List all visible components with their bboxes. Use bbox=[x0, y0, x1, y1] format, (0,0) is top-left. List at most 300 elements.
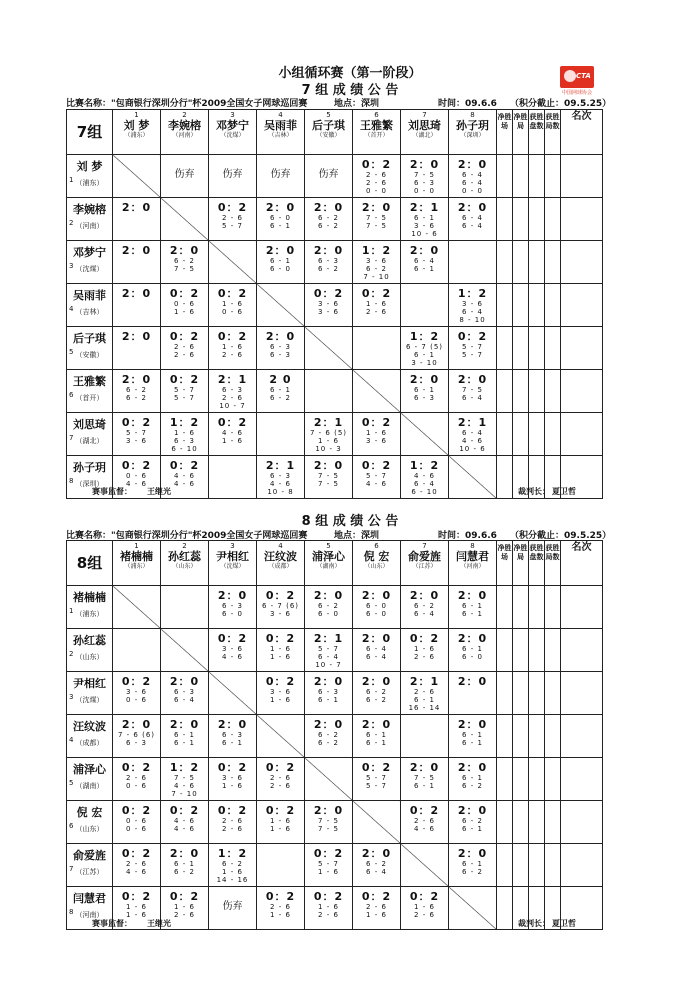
match-score: 2：0 bbox=[409, 373, 440, 386]
set-score: 2 - 6 bbox=[270, 774, 291, 782]
rank-cell bbox=[561, 629, 603, 672]
walkover-label: 伤弃 bbox=[222, 901, 243, 912]
walkover-label: 伤弃 bbox=[174, 169, 195, 180]
set-score: 3 - 6 bbox=[462, 300, 483, 308]
set-score: 6 - 1 bbox=[462, 860, 483, 868]
row-player-province: （浦东） bbox=[75, 610, 104, 618]
group8-place: 地点：深圳 bbox=[334, 531, 380, 541]
stat-cell bbox=[545, 672, 561, 715]
set-score: 5 - 7 bbox=[222, 222, 243, 230]
set-score: 10 - 8 bbox=[267, 488, 294, 496]
row-header-player bbox=[67, 327, 113, 370]
group8-referee-label: 裁判长： bbox=[518, 919, 550, 928]
stat-cell bbox=[529, 672, 545, 715]
match-score: 2：0 bbox=[361, 632, 392, 645]
stat-cell bbox=[497, 672, 513, 715]
score-cell bbox=[449, 844, 497, 887]
match-score: 2：0 bbox=[313, 675, 344, 688]
column-header-player bbox=[257, 110, 305, 155]
match-score: 0：2 bbox=[361, 287, 392, 300]
set-score: 3 - 6 bbox=[222, 774, 243, 782]
score-cell bbox=[353, 155, 401, 198]
column-player-province: （湖南） bbox=[316, 563, 341, 570]
match-score: 1：2 bbox=[169, 761, 200, 774]
set-score: 6 - 2 bbox=[366, 860, 387, 868]
player-row bbox=[67, 758, 603, 801]
score-cell bbox=[401, 456, 449, 499]
score-cell bbox=[353, 887, 401, 930]
rank-cell bbox=[561, 327, 603, 370]
column-player-province: （首开） bbox=[364, 132, 389, 139]
set-score: 10 - 6 bbox=[411, 230, 438, 238]
score-cell bbox=[401, 801, 449, 844]
match-score: 2：0 bbox=[409, 158, 440, 171]
score-cell bbox=[209, 844, 257, 887]
match-score: 0：2 bbox=[265, 675, 296, 688]
match-score: 0：2 bbox=[217, 632, 248, 645]
stat-cell bbox=[497, 155, 513, 198]
set-score: 7 - 6 (5) bbox=[309, 429, 348, 437]
group7-points-cutoff: （积分截止：09.5.25） bbox=[510, 99, 612, 109]
match-score: 2：0 bbox=[169, 244, 200, 257]
set-score: 10 - 7 bbox=[315, 661, 342, 669]
set-score: 6 - 0 bbox=[462, 653, 483, 661]
set-score: 0 - 6 bbox=[222, 308, 243, 316]
set-score: 7 - 5 bbox=[414, 171, 435, 179]
diagonal-cell bbox=[401, 844, 449, 887]
score-cell bbox=[257, 758, 305, 801]
match-score: 2：0 bbox=[265, 201, 296, 214]
set-score: 6 - 4 bbox=[318, 653, 339, 661]
score-cell bbox=[401, 758, 449, 801]
set-score: 6 - 4 bbox=[462, 179, 483, 187]
match-score: 2：0 bbox=[361, 847, 392, 860]
set-score: 6 - 1 bbox=[462, 774, 483, 782]
score-cell bbox=[353, 241, 401, 284]
score-cell bbox=[305, 844, 353, 887]
set-score: 7 - 5 bbox=[462, 386, 483, 394]
set-score: 6 - 0 bbox=[270, 265, 291, 273]
score-cell bbox=[449, 241, 497, 284]
score-cell bbox=[449, 198, 497, 241]
row-player-province: （山东） bbox=[75, 825, 104, 833]
diagonal-cell bbox=[257, 715, 305, 758]
set-score: 6 - 2 bbox=[366, 688, 387, 696]
set-score: 7 - 5 bbox=[174, 265, 195, 273]
row-player-number: 1 bbox=[69, 607, 74, 615]
match-score: 2：0 bbox=[457, 632, 488, 645]
set-score: 3 - 6 bbox=[126, 437, 147, 445]
stat-cell bbox=[497, 413, 513, 456]
set-score: 2 - 6 bbox=[366, 179, 387, 187]
set-score: 1 - 6 bbox=[318, 868, 339, 876]
score-cell bbox=[161, 586, 209, 629]
set-score: 4 - 6 bbox=[222, 653, 243, 661]
set-score: 6 - 4 bbox=[366, 868, 387, 876]
set-score: 5 - 7 bbox=[126, 429, 147, 437]
walkover-label: 伤弃 bbox=[318, 169, 339, 180]
match-score: 0：2 bbox=[121, 459, 152, 472]
set-score: 2 - 6 bbox=[318, 911, 339, 919]
set-score: 6 - 3 bbox=[174, 688, 195, 696]
row-player-name: 倪 宏 bbox=[76, 806, 103, 819]
set-score: 1 - 6 bbox=[222, 868, 243, 876]
stat-header bbox=[497, 541, 513, 586]
match-score: 0：2 bbox=[361, 890, 392, 903]
match-score: 2：0 bbox=[121, 244, 152, 257]
score-cell bbox=[401, 629, 449, 672]
score-cell bbox=[401, 284, 449, 327]
score-cell bbox=[113, 629, 161, 672]
walkover-label: 伤弃 bbox=[222, 169, 243, 180]
group7-time: 时间：09.6.6 bbox=[438, 99, 497, 109]
set-score: 6 - 4 bbox=[414, 257, 435, 265]
stat-cell bbox=[529, 327, 545, 370]
stat-cell bbox=[513, 155, 529, 198]
match-score: 2：0 bbox=[457, 675, 488, 688]
column-player-number: 8 bbox=[470, 542, 475, 550]
column-player-province: （山东） bbox=[172, 563, 197, 570]
group-label-cell bbox=[67, 110, 113, 155]
stat-cell bbox=[545, 198, 561, 241]
score-cell bbox=[257, 586, 305, 629]
player-row bbox=[67, 586, 603, 629]
set-score: 4 - 6 bbox=[174, 817, 195, 825]
set-score: 6 - 2 bbox=[174, 868, 195, 876]
stat-header-label: 获胜盘数 bbox=[529, 544, 544, 561]
set-score: 3 - 6 bbox=[126, 688, 147, 696]
match-score: 0：2 bbox=[265, 632, 296, 645]
set-score: 6 - 3 bbox=[270, 351, 291, 359]
column-header-player bbox=[305, 110, 353, 155]
group7-heading: 7 组 成 绩 公 告 bbox=[301, 83, 399, 98]
score-cell bbox=[353, 327, 401, 370]
set-score: 7 - 5 bbox=[318, 825, 339, 833]
match-score: 0：2 bbox=[169, 373, 200, 386]
stat-header bbox=[545, 541, 561, 586]
logo-mark: CTA bbox=[576, 72, 591, 80]
set-score: 1 - 6 bbox=[270, 825, 291, 833]
stat-cell bbox=[545, 844, 561, 887]
score-cell bbox=[401, 887, 449, 930]
set-score: 5 - 7 bbox=[318, 860, 339, 868]
column-header-player bbox=[353, 541, 401, 586]
score-cell bbox=[305, 284, 353, 327]
diagonal-cell bbox=[353, 370, 401, 413]
player-row bbox=[67, 844, 603, 887]
match-score: 2：0 bbox=[121, 330, 152, 343]
match-score: 2：0 bbox=[313, 718, 344, 731]
match-score: 1：2 bbox=[217, 847, 248, 860]
row-player-number: 6 bbox=[69, 822, 74, 830]
group7-results-table bbox=[66, 109, 603, 499]
set-score: 2 - 6 bbox=[414, 911, 435, 919]
set-score: 6 - 1 bbox=[174, 739, 195, 747]
set-score: 0 - 0 bbox=[366, 187, 387, 195]
row-player-province: （山东） bbox=[75, 653, 104, 661]
score-cell bbox=[305, 629, 353, 672]
score-cell bbox=[161, 327, 209, 370]
diagonal-cell bbox=[209, 672, 257, 715]
score-cell bbox=[113, 198, 161, 241]
score-cell bbox=[449, 284, 497, 327]
match-score: 0：2 bbox=[169, 459, 200, 472]
match-score: 2：0 bbox=[121, 201, 152, 214]
stat-cell bbox=[529, 155, 545, 198]
score-cell bbox=[449, 672, 497, 715]
set-score: 6 - 2 bbox=[366, 265, 387, 273]
stat-cell bbox=[513, 241, 529, 284]
set-score: 2 - 6 bbox=[222, 394, 243, 402]
score-cell bbox=[209, 198, 257, 241]
match-score: 2：0 bbox=[217, 589, 248, 602]
match-score: 0：2 bbox=[121, 675, 152, 688]
match-score: 2 0 bbox=[269, 373, 292, 386]
player-row bbox=[67, 198, 603, 241]
stat-cell bbox=[497, 801, 513, 844]
set-score: 6 - 3 bbox=[222, 386, 243, 394]
set-score: 6 - 3 bbox=[222, 602, 243, 610]
set-score: 6 - 2 bbox=[174, 257, 195, 265]
diagonal-cell bbox=[161, 629, 209, 672]
set-score: 6 - 0 bbox=[366, 602, 387, 610]
stat-cell bbox=[529, 758, 545, 801]
stat-cell bbox=[497, 284, 513, 327]
group7-place: 地点：深圳 bbox=[334, 99, 380, 109]
match-score: 1：2 bbox=[169, 416, 200, 429]
match-score: 0：2 bbox=[217, 201, 248, 214]
set-score: 6 - 1 bbox=[270, 257, 291, 265]
set-score: 6 - 3 bbox=[270, 472, 291, 480]
row-player-number: 5 bbox=[69, 348, 74, 356]
match-score: 0：2 bbox=[217, 804, 248, 817]
score-cell bbox=[209, 155, 257, 198]
score-cell bbox=[209, 370, 257, 413]
match-score: 2：0 bbox=[361, 589, 392, 602]
match-score: 2：0 bbox=[169, 718, 200, 731]
set-score: 6 - 1 bbox=[270, 386, 291, 394]
score-cell bbox=[353, 284, 401, 327]
stat-cell bbox=[497, 887, 513, 930]
player-row bbox=[67, 629, 603, 672]
stat-cell bbox=[513, 586, 529, 629]
set-score: 4 - 6 bbox=[414, 472, 435, 480]
header-row bbox=[67, 541, 603, 586]
set-score: 6 - 1 bbox=[462, 739, 483, 747]
row-player-number: 1 bbox=[69, 176, 74, 184]
column-player-number: 5 bbox=[326, 542, 331, 550]
set-score: 7 - 5 bbox=[366, 214, 387, 222]
row-player-province: （吉林） bbox=[75, 308, 104, 316]
match-score: 0：2 bbox=[217, 330, 248, 343]
score-cell bbox=[305, 715, 353, 758]
set-score: 0 - 6 bbox=[174, 300, 195, 308]
score-cell bbox=[401, 327, 449, 370]
set-score: 6 - 1 bbox=[414, 696, 435, 704]
stat-cell bbox=[513, 758, 529, 801]
match-score: 0：2 bbox=[169, 330, 200, 343]
group7-supervisor: 王继光 bbox=[147, 487, 171, 496]
stat-cell bbox=[513, 715, 529, 758]
stat-cell bbox=[497, 370, 513, 413]
group-label: 8组 bbox=[76, 554, 103, 572]
score-cell bbox=[257, 801, 305, 844]
column-player-province: （河南） bbox=[460, 563, 485, 570]
match-score: 2：0 bbox=[457, 158, 488, 171]
row-player-name: 吴雨菲 bbox=[73, 289, 106, 302]
score-cell bbox=[161, 758, 209, 801]
stat-header-label: 净胜场 bbox=[497, 544, 512, 561]
set-score: 2 - 6 bbox=[366, 171, 387, 179]
logo-caption: 中国网球协会 bbox=[561, 90, 592, 96]
stat-cell bbox=[545, 413, 561, 456]
row-header-player bbox=[67, 801, 113, 844]
set-score: 2 - 6 bbox=[222, 817, 243, 825]
set-score: 6 - 0 bbox=[318, 610, 339, 618]
match-score: 0：2 bbox=[265, 804, 296, 817]
match-score: 0：2 bbox=[169, 804, 200, 817]
set-score: 6 - 2 bbox=[126, 386, 147, 394]
row-header-player bbox=[67, 413, 113, 456]
row-player-province: （浦东） bbox=[75, 179, 104, 187]
row-header-player bbox=[67, 198, 113, 241]
set-score: 7 - 10 bbox=[171, 790, 198, 798]
player-row bbox=[67, 155, 603, 198]
score-cell bbox=[209, 758, 257, 801]
player-row bbox=[67, 284, 603, 327]
diagonal-cell bbox=[305, 327, 353, 370]
score-cell bbox=[161, 672, 209, 715]
column-header-player bbox=[161, 110, 209, 155]
set-score: 3 - 6 bbox=[270, 610, 291, 618]
group8-time: 时间：09.6.6 bbox=[438, 531, 497, 541]
group7-referee-label: 裁判长： bbox=[518, 487, 550, 496]
stat-cell bbox=[497, 456, 513, 499]
match-score: 0：2 bbox=[265, 890, 296, 903]
stat-cell bbox=[513, 801, 529, 844]
stat-cell bbox=[513, 413, 529, 456]
set-score: 6 - 2 bbox=[462, 782, 483, 790]
set-score: 1 - 6 bbox=[366, 429, 387, 437]
set-score: 6 - 2 bbox=[270, 394, 291, 402]
set-score: 6 - 1 bbox=[462, 825, 483, 833]
diagonal-cell bbox=[257, 284, 305, 327]
rank-cell bbox=[561, 672, 603, 715]
row-player-number: 5 bbox=[69, 779, 74, 787]
stat-cell bbox=[529, 198, 545, 241]
column-player-province: （沈煤） bbox=[220, 563, 245, 570]
stat-cell bbox=[497, 198, 513, 241]
match-score: 2：0 bbox=[457, 201, 488, 214]
stat-cell bbox=[529, 629, 545, 672]
stat-header-label: 名次 bbox=[571, 542, 592, 553]
match-score: 0：2 bbox=[217, 287, 248, 300]
set-score: 6 - 4 bbox=[462, 308, 483, 316]
stat-cell bbox=[545, 155, 561, 198]
set-score: 0 - 0 bbox=[414, 187, 435, 195]
match-score: 2：0 bbox=[313, 589, 344, 602]
stat-cell bbox=[545, 241, 561, 284]
set-score: 6 - 2 bbox=[318, 602, 339, 610]
stat-cell bbox=[529, 284, 545, 327]
player-row bbox=[67, 413, 603, 456]
set-score: 6 - 2 bbox=[414, 602, 435, 610]
match-score: 0：2 bbox=[169, 890, 200, 903]
set-score: 2 - 6 bbox=[366, 308, 387, 316]
match-score: 0：2 bbox=[121, 847, 152, 860]
column-player-name: 尹相红 bbox=[216, 550, 249, 563]
match-score: 2：0 bbox=[313, 244, 344, 257]
column-player-name: 浦泽心 bbox=[312, 550, 345, 563]
set-score: 1 - 6 bbox=[174, 903, 195, 911]
match-score: 2：0 bbox=[265, 330, 296, 343]
set-score: 2 - 6 bbox=[126, 774, 147, 782]
set-score: 6 - 1 bbox=[366, 731, 387, 739]
column-player-number: 1 bbox=[134, 542, 139, 550]
set-score: 6 - 2 bbox=[318, 739, 339, 747]
set-score: 6 - 4 bbox=[462, 429, 483, 437]
set-score: 16 - 14 bbox=[408, 704, 441, 712]
row-header-player bbox=[67, 844, 113, 887]
score-cell bbox=[113, 413, 161, 456]
score-cell bbox=[401, 155, 449, 198]
column-header-player bbox=[161, 541, 209, 586]
row-player-name: 汪纹波 bbox=[73, 720, 106, 733]
column-player-province: （成都） bbox=[268, 563, 293, 570]
stat-header bbox=[529, 110, 545, 155]
set-score: 6 - 4 bbox=[414, 480, 435, 488]
set-score: 4 - 6 bbox=[174, 825, 195, 833]
set-score: 2 - 6 bbox=[414, 688, 435, 696]
set-score: 6 - 2 bbox=[366, 696, 387, 704]
stat-cell bbox=[529, 844, 545, 887]
score-cell bbox=[161, 844, 209, 887]
row-player-province: （深圳） bbox=[75, 480, 104, 488]
match-score: 2：1 bbox=[265, 459, 296, 472]
set-score: 6 - 1 bbox=[414, 351, 435, 359]
score-cell bbox=[257, 198, 305, 241]
score-cell bbox=[449, 413, 497, 456]
set-score: 4 - 6 bbox=[270, 480, 291, 488]
set-score: 7 - 5 bbox=[318, 480, 339, 488]
match-score: 0：2 bbox=[121, 890, 152, 903]
score-cell bbox=[161, 241, 209, 284]
set-score: 1 - 6 bbox=[174, 429, 195, 437]
set-score: 1 - 6 bbox=[222, 782, 243, 790]
stat-header bbox=[497, 110, 513, 155]
set-score: 6 - 1 bbox=[414, 214, 435, 222]
player-row bbox=[67, 327, 603, 370]
score-cell bbox=[353, 413, 401, 456]
diagonal-cell bbox=[209, 241, 257, 284]
score-cell bbox=[161, 155, 209, 198]
set-score: 1 - 6 bbox=[366, 911, 387, 919]
match-score: 2：1 bbox=[457, 416, 488, 429]
row-header-player bbox=[67, 672, 113, 715]
set-score: 1 - 6 bbox=[174, 308, 195, 316]
column-player-name: 王雅繁 bbox=[360, 119, 393, 132]
score-cell bbox=[449, 370, 497, 413]
set-score: 1 - 6 bbox=[270, 653, 291, 661]
score-cell bbox=[305, 801, 353, 844]
set-score: 5 - 7 bbox=[366, 782, 387, 790]
set-score: 6 - 2 bbox=[318, 265, 339, 273]
row-player-name: 刘 梦 bbox=[76, 160, 103, 173]
set-score: 6 - 3 bbox=[270, 343, 291, 351]
match-score: 0：2 bbox=[121, 761, 152, 774]
score-cell bbox=[449, 586, 497, 629]
set-score: 3 - 6 bbox=[270, 688, 291, 696]
